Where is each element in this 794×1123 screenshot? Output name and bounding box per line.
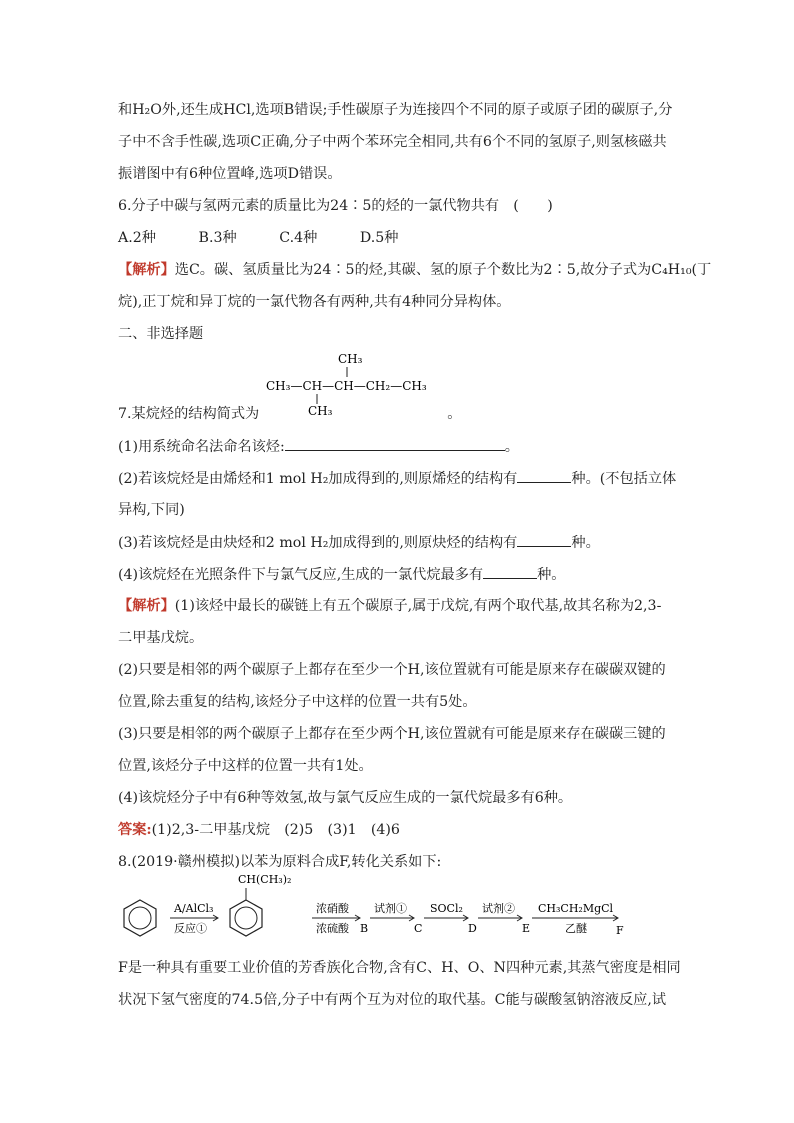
question-7 xyxy=(118,404,461,424)
q7-4-text: (4)该烷烃在光照条件下与氯气反应,生成的一氯代烷最多有 xyxy=(118,567,484,583)
question-7-part-1 xyxy=(118,436,519,457)
answer-blank-2[interactable] xyxy=(517,468,571,483)
arrow5-top: 试剂② xyxy=(482,902,515,915)
question-7-part-4 xyxy=(118,564,566,585)
question-7-text: 7.某烷烃的结构简式为 xyxy=(118,406,260,422)
compound-f: F xyxy=(616,924,624,937)
question-6: 6.分子中碳与氢两元素的质量比为24∶5的烃的一氯代物共有 ( ) xyxy=(118,198,553,214)
ch3-top: CH₃ xyxy=(338,352,363,366)
analysis-7-line-2: (2)只要是相邻的两个碳原子上都存在至少一个H,该位置就有可能是原来存在碳碳双键的 xyxy=(118,662,666,678)
question-8: 8.(2019·赣州模拟)以苯为原料合成F,转化关系如下: xyxy=(118,854,442,870)
question-7-part-2 xyxy=(118,468,676,489)
analysis-label: 【解析】 xyxy=(118,262,175,278)
question-7-end: 。 xyxy=(447,406,462,422)
q7-3-text: (3)若该烷烃是由炔烃和2 mol H₂加成得到的,则原炔烃的结构有 xyxy=(118,535,518,551)
analysis-6-line-2: 烷),正丁烷和异丁烷的一氯代物各有两种,共有4种同分异构体。 xyxy=(118,294,511,310)
answer-blank-1[interactable] xyxy=(285,436,505,451)
arrow1-bottom: 反应① xyxy=(174,922,207,935)
analysis-7-line-1 xyxy=(118,596,661,616)
paragraph-8-line-1: F是一种具有重要工业价值的芳香族化合物,含有C、H、O、N四种元素,其蒸气密度是相同 xyxy=(118,960,681,976)
arrow4-top: SOCl₂ xyxy=(430,902,463,915)
arrow2-bottom: 浓硫酸 xyxy=(316,922,349,935)
q7-1-text: (1)用系统命名法命名该烃: xyxy=(118,439,285,455)
section-2-title: 二、非选择题 xyxy=(118,326,204,342)
analysis-7-line-2b: 位置,除去重复的结构,该烃分子中这样的位置一共有5处。 xyxy=(118,694,477,710)
reaction-scheme xyxy=(118,870,678,948)
arrow1-top: A/AlCl₃ xyxy=(174,902,214,915)
question-7-part-2b: 异构,下同) xyxy=(118,502,185,518)
answer-7 xyxy=(118,820,400,840)
question-7-part-3 xyxy=(118,532,600,553)
ch3-bottom: CH₃ xyxy=(308,404,333,418)
compound-c: C xyxy=(414,922,423,935)
arrow3-top: 试剂① xyxy=(374,902,407,915)
compound-b: B xyxy=(360,922,369,935)
q7-2-text: (2)若该烷烃是由烯烃和1 mol H₂加成得到的,则原烯烃的结构有 xyxy=(118,471,518,487)
paragraph-8-line-2: 状况下氢气密度的74.5倍,分子中有两个互为对位的取代基。C能与碳酸氢钠溶液反应,试 xyxy=(118,992,667,1008)
arrow2-top: 浓硝酸 xyxy=(316,902,349,915)
question-6-options: A.2种 B.3种 C.4种 D.5种 xyxy=(118,230,399,246)
analysis-6-line-1 xyxy=(118,260,711,280)
text-line-3: 振谱图中有6种位置峰,选项D错误。 xyxy=(118,166,342,182)
analysis-6-text-1: 选C。碳、氢质量比为24∶5的烃,其碳、氢的原子个数比为2∶5,故分子式为C₄H₁₀(丁 xyxy=(174,262,712,278)
answer-blank-3[interactable] xyxy=(517,532,571,547)
q7-4-end: 种。 xyxy=(537,567,566,583)
analysis-7-line-4: (4)该烷烃分子中有6种等效氢,故与氯气反应生成的一氯代烷最多有6种。 xyxy=(118,790,573,806)
analysis-7-line-1b: 二甲基戊烷。 xyxy=(118,630,204,646)
text-line-2: 子中不含手性碳,选项C正确,分子中两个苯环完全相同,共有6个不同的氢原子,则氢核磁共 xyxy=(118,134,667,150)
substituent: CH(CH₃)₂ xyxy=(238,873,292,886)
answer-blank-4[interactable] xyxy=(483,564,537,579)
q7-1-end: 。 xyxy=(504,439,519,455)
compound-d: D xyxy=(468,922,477,935)
answer-7-text: (1)2,3-二甲基戊烷 (2)5 (3)1 (4)6 xyxy=(151,822,400,838)
benzene-ring-1 xyxy=(124,900,156,936)
compound-e: E xyxy=(522,922,531,935)
arrow6-top: CH₃CH₂MgCl xyxy=(538,902,614,915)
benzene-ring-2 xyxy=(230,888,262,936)
answer-label: 答案: xyxy=(118,822,152,838)
analysis-7-text-1: (1)该烃中最长的碳链上有五个碳原子,属于戊烷,有两个取代基,故其名称为2,3- xyxy=(174,598,662,614)
analysis-label-7: 【解析】 xyxy=(118,598,175,614)
arrow6-bottom: 乙醚 xyxy=(565,922,587,935)
analysis-7-line-3b: 位置,该烃分子中这样的位置一共有1处。 xyxy=(118,758,373,774)
text-line-1: 和H₂O外,还生成HCl,选项B错误;手性碳原子为连接四个不同的原子或原子团的碳原子,分 xyxy=(118,102,673,118)
main-chain: CH₃—CH—CH—CH₂—CH₃ xyxy=(266,379,427,393)
q7-3-end: 种。 xyxy=(571,535,600,551)
analysis-7-line-3: (3)只要是相邻的两个碳原子上都存在至少两个H,该位置就有可能是原来存在碳碳三键的 xyxy=(118,726,666,742)
q7-2-end: 种。(不包括立体 xyxy=(571,471,677,487)
